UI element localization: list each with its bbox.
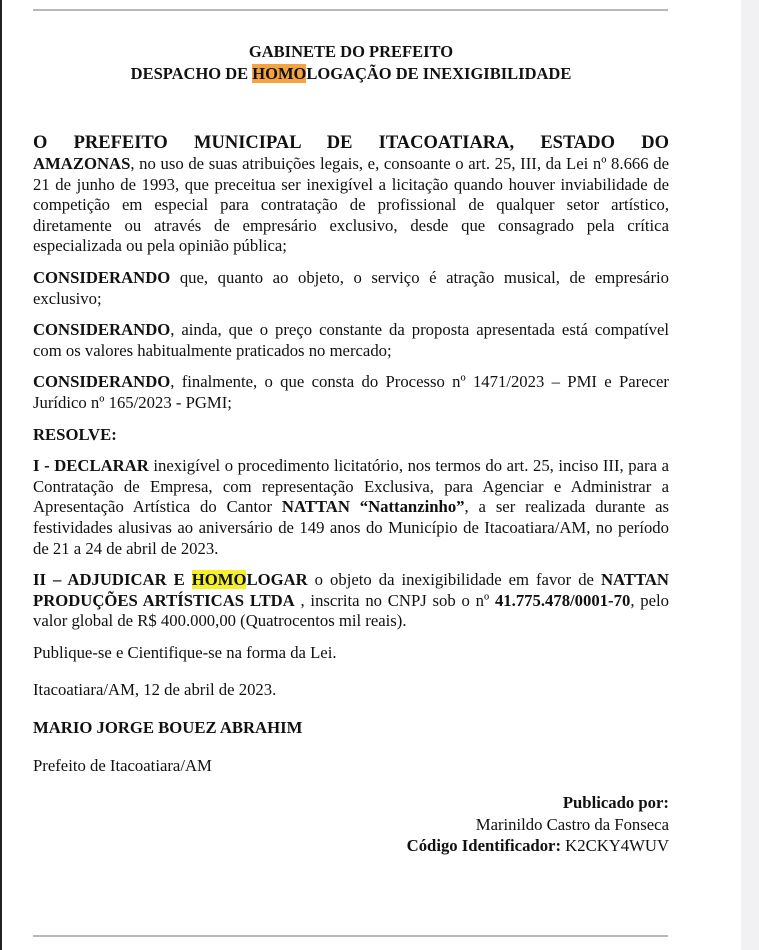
- date-line: Itacoatiara/AM, 12 de abril de 2023.: [33, 680, 277, 700]
- signer-title: Prefeito de Itacoatiara/AM: [33, 755, 212, 775]
- publique-line: Publique-se e Cientifique-se na forma da Lei.: [33, 642, 337, 662]
- publisher-name: Marinildo Castro da Fonseca: [475, 814, 669, 834]
- intro-state: AMAZONAS: [33, 154, 131, 173]
- intro-paragraph: O PREFEITO MUNICIPAL DE ITACOATIARA, ESTADO DO AMAZONAS, no uso de suas atribuições legais, e, consoante o art. 25, III, da Lei nº 8.666 de 21 de junho de 1993, que preceitua ser inexigível a licitação quando houver inviabilidade de competição em especial para contratação de profissional de qualquer setor artístico, diretamente ou através de empresário exclusivo, desde que consagrado pela crítica especializada ou pela opinião pública;: [33, 133, 669, 256]
- search-highlight: HOMO: [252, 64, 307, 83]
- considerando-3: CONSIDERANDO, finalmente, o que consta do Processo nº 1471/2023 – PMI e Parecer Jurídico nº 165/2023 - PGMI;: [33, 372, 669, 412]
- bottom-divider: [33, 935, 668, 937]
- item-1-declarar: I - DECLARAR inexigível o procedimento licitatório, nos termos do art. 25, inciso III, para a Contratação de Empresa, com representação Exclusiva, para Agenciar e Administrar a Apresentação Artística do Cantor NATTAN “Nattanzinho”, a ser realizada durante as festividades alusivas ao aniversário de 149 anos do Município de Itacoatiara/AM, no período de 21 a 24 de abril de 2023.: [33, 456, 669, 558]
- publication-label: Publicado por:: [562, 793, 669, 813]
- considerando-1: CONSIDERANDO que, quanto ao objeto, o serviço é atração musical, de empresário exclusivo;: [33, 267, 669, 308]
- heading-title: DESPACHO DE HOMOLOGAÇÃO DE INEXIGIBILIDADE: [130, 64, 572, 83]
- page-left-border: [0, 0, 2, 950]
- document-body: [33, 41, 669, 857]
- top-divider: [33, 9, 668, 11]
- heading-office: GABINETE DO PREFEITO: [248, 42, 454, 61]
- resolve-label: RESOLVE:: [33, 424, 117, 444]
- publication-block: [33, 792, 669, 857]
- viewer-side-panel: [741, 0, 759, 950]
- considerando-2: CONSIDERANDO, ainda, que o preço constante da proposta apresentada está compatível com os valores habitualmente praticados no mercado;: [33, 320, 669, 360]
- signer-name: MARIO JORGE BOUEZ ABRAHIM: [33, 718, 303, 738]
- intro-first-line: O PREFEITO MUNICIPAL DE ITACOATIARA, ESTADO DO: [33, 133, 669, 153]
- search-highlight-2: HOMO: [191, 570, 247, 590]
- identifier-line: Código Identificador: K2CKY4WUV: [406, 836, 669, 856]
- cnpj-number: 41.775.478/0001-70: [494, 590, 631, 610]
- item-2-adjudicar: II – ADJUDICAR E HOMOLOGAR o objeto da inexigibilidade em favor de NATTAN PRODUÇÕES ARTÍSTICAS LTDA , inscrita no CNPJ sob o nº 41.775.478/0001-70, pelo valor global de R$ 400.000,00 (Quatrocentos mil reais).: [33, 570, 670, 631]
- company-name: NATTAN PRODUÇÕES ARTÍSTICAS LTDA: [33, 570, 669, 610]
- artist-name: NATTAN “Nattanzinho”: [281, 497, 465, 517]
